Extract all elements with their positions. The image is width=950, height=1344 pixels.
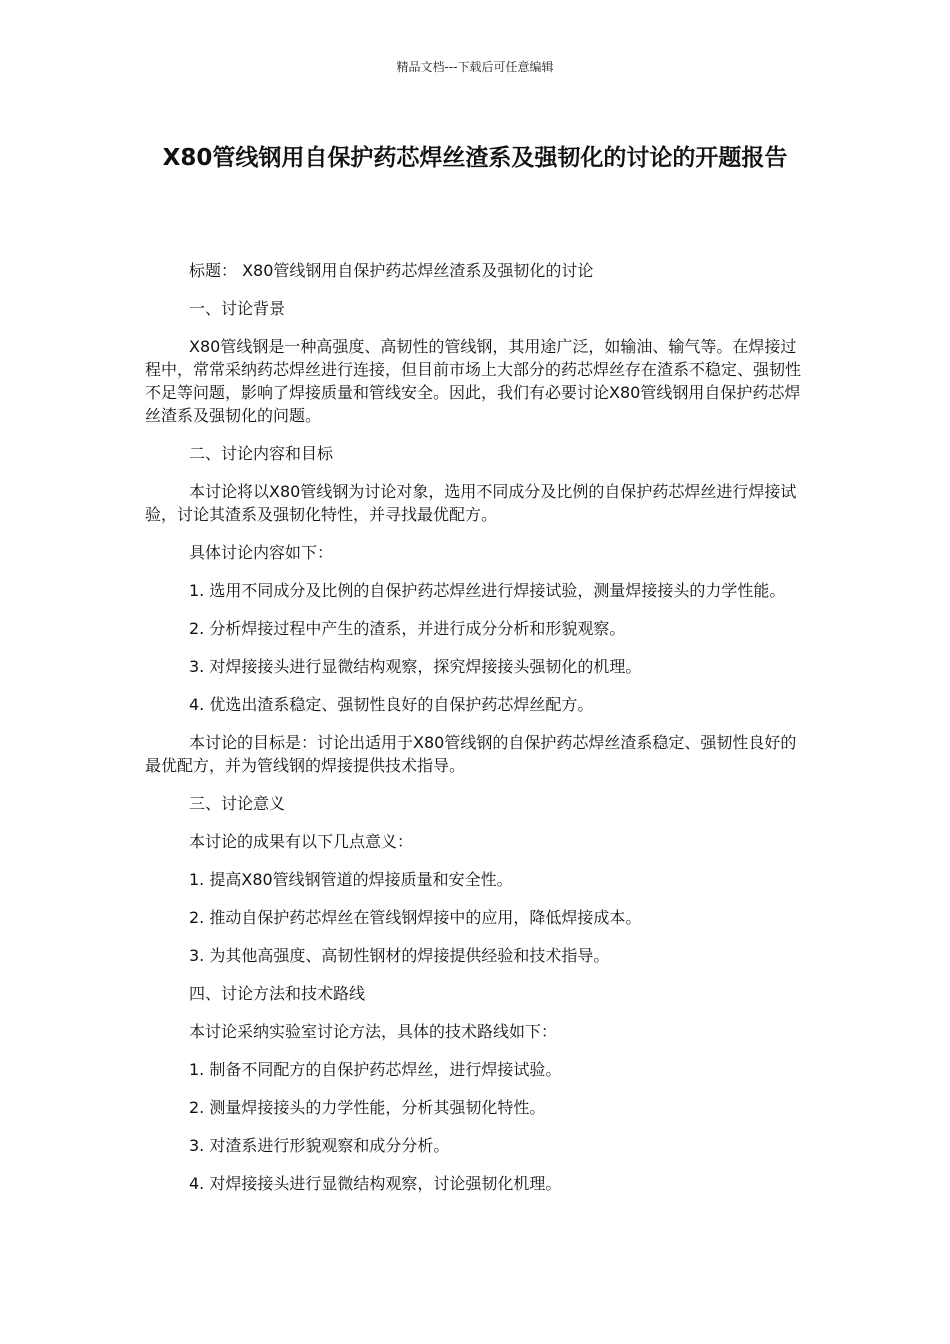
section-heading-methods: 四、讨论方法和技术路线 xyxy=(189,984,366,1003)
list-item-significance-2: 2. 推动自保护药芯焊丝在管线钢焊接中的应用，降低焊接成本。 xyxy=(189,908,642,927)
list-item-content-2: 2. 分析焊接过程中产生的渣系，并进行成分分析和形貌观察。 xyxy=(189,619,626,638)
list-item-content-4: 4. 优选出渣系稳定、强韧性良好的自保护药芯焊丝配方。 xyxy=(189,695,594,714)
document-body xyxy=(145,259,810,1210)
list-item-significance-1: 1. 提高X80管线钢管道的焊接质量和安全性。 xyxy=(189,870,513,889)
paragraph-significance-intro: 本讨论的成果有以下几点意义： xyxy=(189,832,414,851)
paragraph-goal: 本讨论的目标是：讨论出适用于X80管线钢的自保护药芯焊丝渣系稳定、强韧性良好的最优配方，并为管线钢的焊接提供技术指导。 xyxy=(145,733,797,775)
list-item-content-3: 3. 对焊接接头进行显微结构观察，探究焊接接头强韧化的机理。 xyxy=(189,657,642,676)
paragraph-topic: 标题： X80管线钢用自保护药芯焊丝渣系及强韧化的讨论 xyxy=(189,261,594,280)
list-item-method-1: 1. 制备不同配方的自保护药芯焊丝，进行焊接试验。 xyxy=(189,1060,562,1079)
section-heading-content-goals: 二、讨论内容和目标 xyxy=(189,444,334,463)
list-item-method-4: 4. 对焊接接头进行显微结构观察，讨论强韧化机理。 xyxy=(189,1174,562,1193)
paragraph-content-list-intro: 具体讨论内容如下： xyxy=(189,543,334,562)
paragraph-methods-intro: 本讨论采纳实验室讨论方法，具体的技术路线如下： xyxy=(189,1022,558,1041)
section-heading-background: 一、讨论背景 xyxy=(189,299,286,318)
list-item-method-3: 3. 对渣系进行形貌观察和成分分析。 xyxy=(189,1136,450,1155)
paragraph-content-intro: 本讨论将以X80管线钢为讨论对象，选用不同成分及比例的自保护药芯焊丝进行焊接试验，讨论其渣系及强韧化特性，并寻找最优配方。 xyxy=(145,482,797,524)
section-heading-significance: 三、讨论意义 xyxy=(189,794,286,813)
list-item-content-1: 1. 选用不同成分及比例的自保护药芯焊丝进行焊接试验，测量焊接接头的力学性能。 xyxy=(189,581,786,600)
list-item-method-2: 2. 测量焊接接头的力学性能，分析其强韧化特性。 xyxy=(189,1098,546,1117)
list-item-significance-3: 3. 为其他高强度、高韧性钢材的焊接提供经验和技术指导。 xyxy=(189,946,610,965)
header-note: 精品文档---下载后可任意编辑 xyxy=(396,60,554,74)
paragraph-background: X80管线钢是一种高强度、高韧性的管线钢，其用途广泛，如输油、输气等。在焊接过程中，常常采纳药芯焊丝进行连接，但目前市场上大部分的药芯焊丝存在渣系不稳定、强韧性不足等问题，影响了焊接质量和管线安全。因此，我们有必要讨论X80管线钢用自保护药芯焊丝渣系及强韧化的问题。 xyxy=(145,337,802,425)
document-title: X80管线钢用自保护药芯焊丝渣系及强韧化的讨论的开题报告 xyxy=(162,145,788,171)
